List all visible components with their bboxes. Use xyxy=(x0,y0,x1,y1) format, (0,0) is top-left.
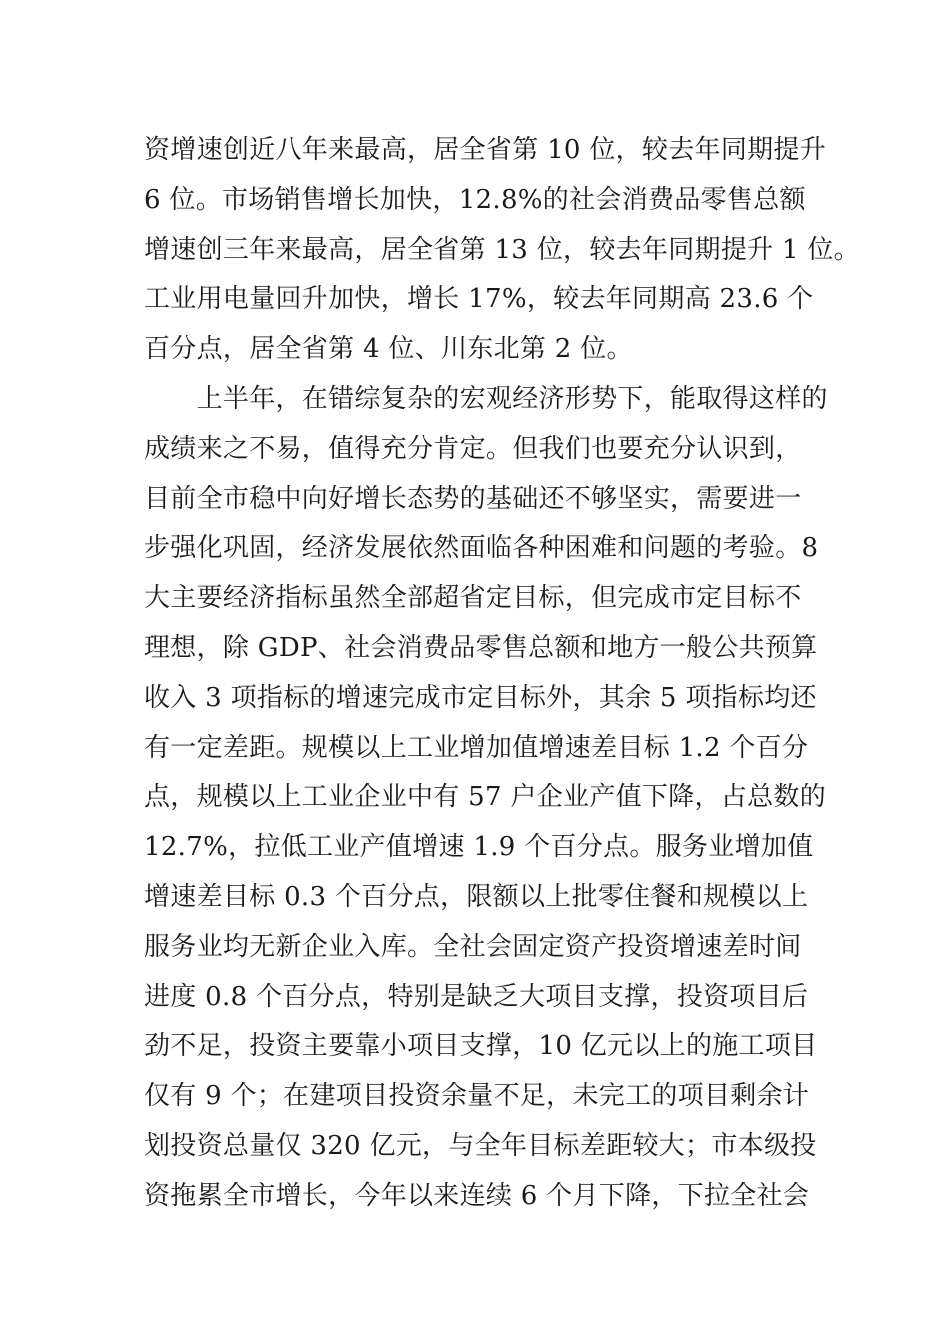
text-line: 步强化巩固，经济发展依然面临各种困难和问题的考验。8 xyxy=(144,533,819,564)
text-line: 工业用电量回升加快，增长 17%，较去年同期高 23.6 个 xyxy=(144,284,814,315)
text-line: 点，规模以上工业企业中有 57 户企业产值下降，占总数的 xyxy=(144,782,827,813)
text-line: 增速差目标 0.3 个百分点，限额以上批零住餐和规模以上 xyxy=(144,881,809,912)
text-line: 12.7%，拉低工业产值增速 1.9 个百分点。服务业增加值 xyxy=(144,832,814,863)
text-line: 资拖累全市增长，今年以来连续 6 个月下降，下拉全社会 xyxy=(144,1180,810,1211)
paragraph-start-line: 上半年，在错综复杂的宏观经济形势下，能取得这样的 xyxy=(144,383,828,414)
text-line: 百分点，居全省第 4 位、川东北第 2 位。 xyxy=(144,334,633,365)
text-line: 服务业均无新企业入库。全社会固定资产投资增速差时间 xyxy=(144,931,802,962)
text-line: 目前全市稳中向好增长态势的基础还不够坚实，需要进一 xyxy=(144,483,802,514)
text-line: 劲不足，投资主要靠小项目支撑，10 亿元以上的施工项目 xyxy=(144,1031,818,1062)
text-line: 资增速创近八年来最高，居全省第 10 位，较去年同期提升 xyxy=(144,135,827,165)
text-line: 理想，除 GDP、社会消费品零售总额和地方一般公共预算 xyxy=(144,632,818,663)
body-text xyxy=(144,126,860,1222)
text-line: 收入 3 项指标的增速完成市定目标外，其余 5 项指标均还 xyxy=(144,682,817,713)
text-line: 6 位。市场销售增长加快，12.8%的社会消费品零售总额 xyxy=(144,184,806,215)
text-line: 划投资总量仅 320 亿元，与全年目标差距较大；市本级投 xyxy=(144,1130,817,1161)
text-line: 大主要经济指标虽然全部超省定目标，但完成市定目标不 xyxy=(144,583,802,614)
text-line: 进度 0.8 个百分点，特别是缺乏大项目支撑，投资项目后 xyxy=(144,981,809,1012)
text-line: 仅有 9 个；在建项目投资余量不足，未完工的项目剩余计 xyxy=(144,1081,810,1112)
text-line: 成绩来之不易，值得充分肯定。但我们也要充分认识到， xyxy=(144,433,802,464)
text-line: 有一定差距。规模以上工业增加值增速差目标 1.2 个百分 xyxy=(144,732,809,763)
text-line: 增速创三年来最高，居全省第 13 位，较去年同期提升 1 位。 xyxy=(144,234,860,265)
